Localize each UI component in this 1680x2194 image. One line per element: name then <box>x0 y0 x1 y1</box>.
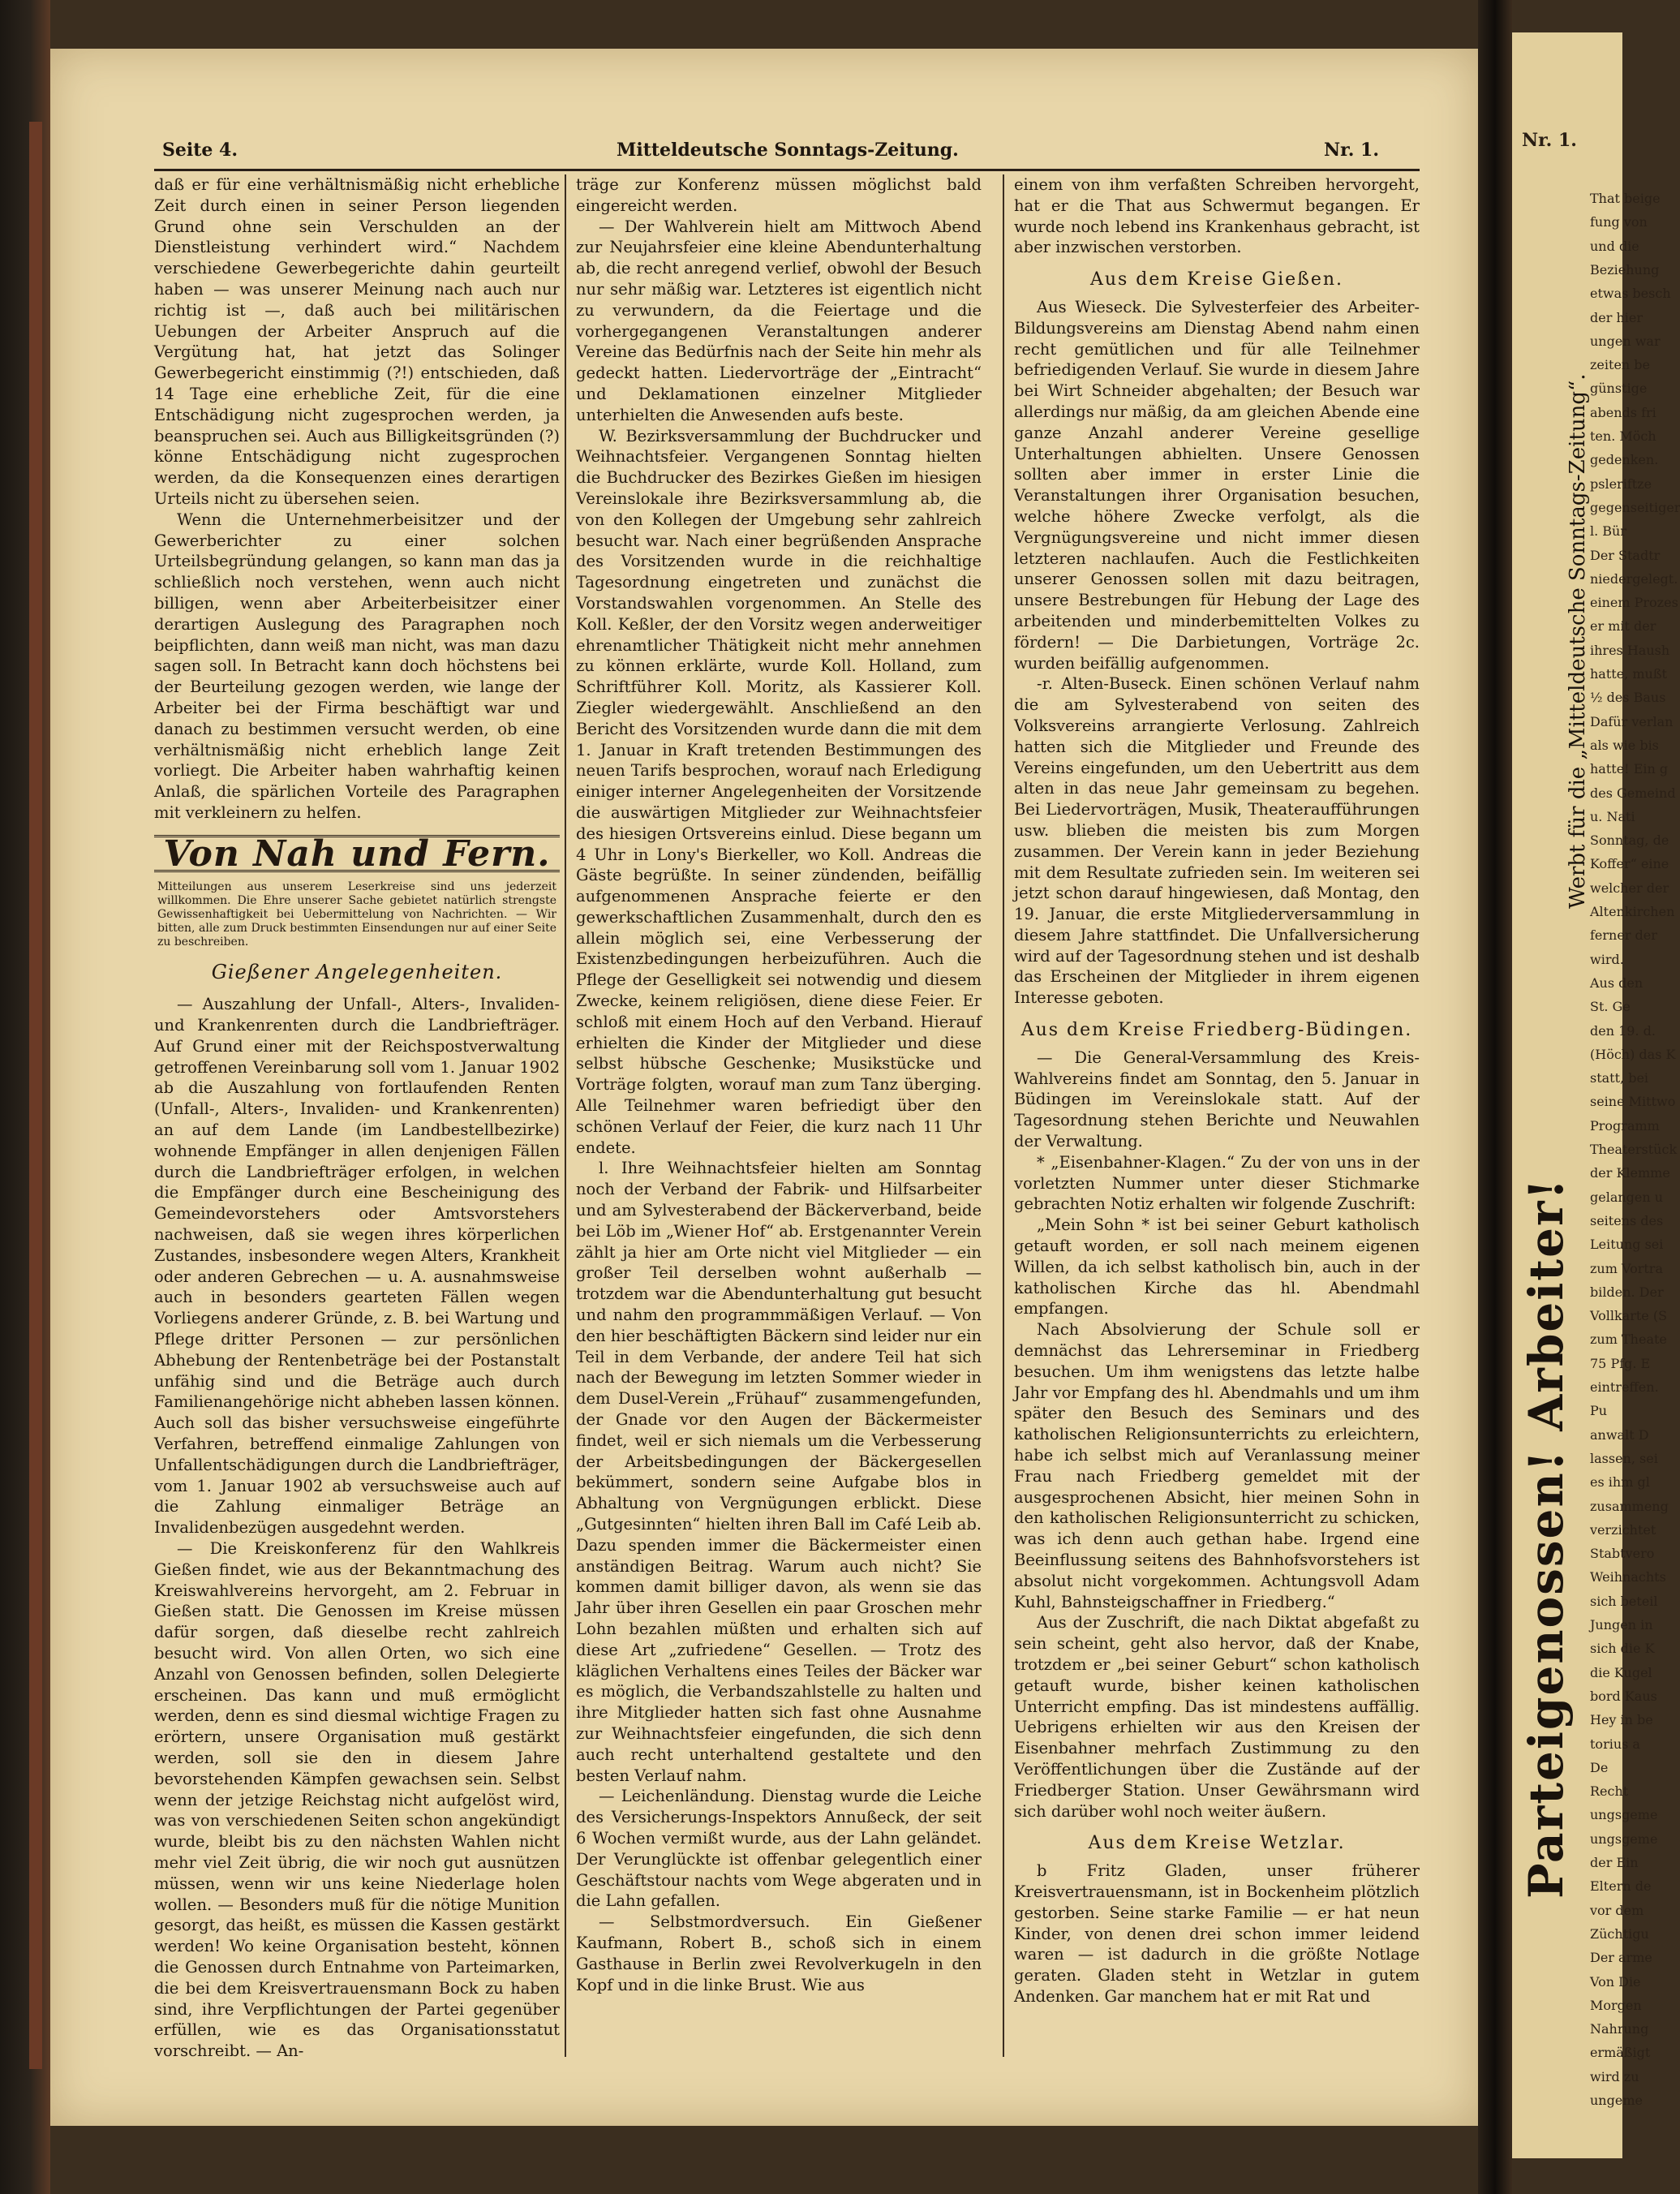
paragraph: — Der Wahlverein hielt am Mittwoch Abend zur Neujahrsfeier eine kleine Abendunterhaltung ab, die recht anregend verlief, obwohl der Besuch nur sehr mäßig war. Letzteres ist eigentlich nicht zu verwundern, da die Feiertage und die vorhergegangenen Veranstaltungen anderer Vereine das Bedürfnis nach der Seite hin mehr als gedeckt hatten. Liedervorträge der „Eintracht“ und Deklamationen einzelner Mitglieder unterhielten die Anwesenden aufs beste. <box>576 217 982 424</box>
column-2 <box>576 174 982 1995</box>
adjacent-page-line: seine Mittwo <box>1590 1094 1676 1110</box>
adjacent-page-line: Eltern de <box>1590 1878 1652 1895</box>
subsection-heading: Aus dem Kreise Wetzlar. <box>1088 1833 1346 1854</box>
adjacent-page-line: ½ des Baus <box>1590 690 1666 706</box>
adjacent-page-line: hatte! Ein g <box>1590 761 1669 777</box>
adjacent-page-line: psleriftze <box>1590 475 1652 492</box>
adjacent-page-line: Dafür verlan <box>1590 713 1674 729</box>
paragraph: b Fritz Gladen, unser früherer Kreisvertrauensmann, ist in Bockenheim plötzlich gestorben. Seine starke Familie — er hat neun Kinder, von denen drei schon immer leidend waren — ist dadurch in die größte Notlage geraten. Gladen steht in Wetzlar in gutem Andenken. Gar manchem hat er mit Rat und <box>1014 1861 1420 2006</box>
adjacent-page-line: Von Die <box>1590 1973 1641 1990</box>
adjacent-page-line: welcher der <box>1590 880 1669 896</box>
paragraph: — Die Kreiskonferenz für den Wahlkreis Gießen findet, wie aus der Bekanntmachung des Kreiswahlvereins hervorgeht, am 2. Februar in Gießen statt. Die Genossen im Kreise müssen dafür sorgen, daß dieselbe recht zahlreich besucht wird. Von allen Orten, wo sich eine Anzahl von Genossen befinden, sollen Delegierte erscheinen. Das kann und muß ermöglicht werden, denn es sind diesmal wichtige Fragen zu erörtern, unsere Organisation muß gestärkt werden, soll sie den in diesem Jahre bevorstehenden Kämpfen gewachsen sein. Selbst wenn der jetzige Reichstag nicht aufgelöst wird, was von verschiedenen Seiten schon angekündigt wurde, bleibt bis zu den nächsten Wahlen nicht mehr viel Zeit übrig, die wir noch gut ausnützen müssen, wenn wir uns keine Niederlage holen wollen. — Besonders muß für die nötige Munition gesorgt, das heißt, es müssen die Kassen gestärkt werden! Wo keine Organisation besteht, können die Genossen durch Entnahme von Parteimarken, die bei dem Kreisvertrauensmann Bock zu haben sind, ihre Verpflichtungen der Partei gegenüber erfüllen, wie es das Organisationsstatut vorschreibt. — An- <box>154 1539 560 2061</box>
adjacent-page-line: lassen, sei <box>1590 1450 1658 1466</box>
adjacent-page-number: Nr. 1. <box>1522 130 1577 151</box>
adjacent-page-line: eintreffen. <box>1590 1379 1659 1395</box>
adjacent-page-line: günstige <box>1590 381 1648 397</box>
paragraph: Aus der Zuschrift, die nach Diktat abgefaßt zu sein scheint, geht also hervor, daß der Knabe, trotzdem er „bei seiner Geburt“ schon katholisch getauft wurde, bisher keinen katholischen Unterricht empfing. Das ist mindestens auffällig. Uebrigens erhielten wir aus den Kreisen der Eisenbahner mehrfach Zustimmung zu den Veröffentlichungen über die Zustände auf der Friedberger Station. Unser Gewährsmann wird sich darüber wohl noch weiter äußern. <box>1014 1613 1420 1821</box>
adjacent-page-line: 75 Pfg. E <box>1590 1355 1651 1371</box>
adjacent-page-line: (Höch) das K <box>1590 1046 1676 1062</box>
adjacent-page-line: Sonntag, de <box>1590 832 1669 849</box>
book-gutter <box>1478 0 1512 2194</box>
paragraph: — Die General-Versammlung des Kreis-Wahlvereins findet am Sonntag, den 5. Januar in Büdingen im Vereinslokale statt. Auf der Tagesordnung stehen Berichte und Neuwahlen der Verwaltung. <box>1014 1048 1420 1151</box>
adjacent-page-line: Jungen in <box>1590 1617 1653 1633</box>
adjacent-page-line: anwalt D <box>1590 1426 1649 1443</box>
page-number: Seite 4. <box>162 140 238 161</box>
adjacent-page-line: zum Vortra <box>1590 1260 1663 1276</box>
adjacent-page-line: der Ein <box>1590 1855 1639 1870</box>
adjacent-page-line: Aus den <box>1590 974 1643 991</box>
adjacent-page-line: bord Kaus <box>1590 1688 1657 1704</box>
adjacent-page-line: Stabtvero <box>1590 1546 1655 1562</box>
adjacent-page-line: vor dem <box>1590 1902 1644 1918</box>
header-rule <box>154 169 1420 171</box>
page-header <box>114 140 1428 172</box>
newspaper-title: Mitteldeutsche Sonntags-Zeitung. <box>617 140 959 161</box>
adjacent-page-line: Der arme <box>1590 1950 1652 1966</box>
adjacent-page-line: zum Theate <box>1590 1331 1667 1348</box>
adjacent-page-line: Nahrung <box>1590 2021 1649 2037</box>
adjacent-page-line: Morgen <box>1590 1997 1642 2013</box>
adjacent-page-line: ungsgeme <box>1590 1830 1658 1847</box>
paragraph: — Auszahlung der Unfall-, Alters-, Invaliden- und Krankenrenten durch die Landbriefträger. Auf Grund einer mit der Reichspostverwaltung getroffenen Vereinbarung soll vom 1. Januar 1902 ab die Auszahlung von fortlaufenden Renten (Unfall-, Alters-, Invaliden- und Krankenrenten) an auf dem Lande (im Landbestellbezirke) wohnende Empfänger in allen denjenigen Fällen durch die Landbriefträger erfolgen, in welchen die Empfänger durch eine Bescheinigung des Gemeindevorstehers oder Amtsvorstehers nachweisen, daß sie wegen ihres körperlichen Zustandes, insbesondere wegen Alters, Krankheit oder anderen Gebrechen — u. A. ausnahmsweise auch in besonders gearteten Fällen wegen Vorliegens anderer Gründe, z. B. bei Wartung und Pflege dritter Personen — zur persönlichen Abhebung der Rentenbeträge bei der Postanstalt unfähig sind und die Beträge auch durch Familienangehörige nicht abheben lassen können. Auch soll das bisher versuchsweise eingeführte Verfahren, betreffend einmalige Zahlungen von Unfallentschädigungen durch die Landbriefträger, vom 1. Januar 1902 ab versuchsweise auch auf die Zahlung einmaliger Beträge an Invalidenbezügen ausgedehnt werden. <box>154 995 560 1538</box>
column-3 <box>1014 174 1420 2007</box>
paragraph: träge zur Konferenz müssen möglichst bald eingereicht werden. <box>576 175 982 215</box>
adjacent-page-line: Programm <box>1590 1117 1660 1134</box>
paragraph: l. Ihre Weihnachtsfeier hielten am Sonntag noch der Verband der Fabrik- und Hilfsarbeiter und am Sylvesterabend der Bäckerverband, beide bei Löb im „Wiener Hof“ ab. Erstgenannter Verein zählt ja hier am Orte nicht viel Mitglieder — ein großer Teil derselben wohnt außerhalb — trotzdem war die Abendunterhaltung gut besucht und nahm den programmmäßigen Verlauf. — Von den hier beschäftigten Bäckern sind leider nur ein Teil in dem Verbande, der andere Teil hat sich nach der Bewegung im letzten Sommer wieder in dem Dusel-Verein „Frühauf“ zusammengefunden, der Gnade vor den Augen der Bäckermeister findet, weil er sich niemals um die Verbesserung der Arbeitsbedingungen der Bäckergesellen bekümmert, sondern seine Aufgabe blos in Abhaltung von Vergnügungen erblickt. Diese „Gutgesinnten“ hielten ihren Ball im Café Leib ab. Dazu spenden immer die Bäckermeister einen anständigen Beitrag. Warum auch nicht? Sie kommen damit billiger davon, als wenn sie das Jahr über ihren Gesellen ein paar Groschen mehr Lohn bezahlen müßten und erhalten sich auf diese Art „zufriedene“ Gesellen. — Trotz des kläglichen Verhaltens eines Teiles der Bäcker war es möglich, die Verbandszahlstelle zu halten und ihre Mitglieder hatten sich fast ohne Ausnahme zur Weihnachtsfeier eingefunden, die sich denn auch recht unterhaltend gestaltete und den besten Verlauf nahm. <box>576 1159 982 1785</box>
adjacent-page-line: er mit der <box>1590 618 1656 635</box>
adjacent-page-line: ten. Möch <box>1590 428 1656 444</box>
adjacent-page-line: Pu <box>1590 1403 1608 1419</box>
adjacent-page-line: ungsgeme <box>1590 1807 1658 1823</box>
adjacent-page-line: ferner der <box>1590 927 1657 944</box>
adjacent-page-line: Vollkarte (S <box>1590 1308 1668 1324</box>
adjacent-page-line: und die <box>1590 238 1639 254</box>
adjacent-page-line: einem Prozes <box>1590 595 1678 611</box>
adjacent-page-line: den 19. d. <box>1590 1022 1656 1039</box>
adjacent-page-line: gegenseitiger <box>1590 499 1680 515</box>
adjacent-page-line: gelangen u <box>1590 1189 1664 1205</box>
adjacent-page-line: De <box>1590 1759 1609 1775</box>
adjacent-page-line: ungeme <box>1590 2093 1643 2108</box>
adjacent-page-line: etwas besch <box>1590 286 1671 302</box>
issue-number: Nr. 1. <box>1324 140 1379 161</box>
adjacent-page-line: u. Nati <box>1590 808 1635 824</box>
paragraph: — Leichenländung. Dienstag wurde die Leiche des Versicherungs-Inspektors Annußeck, der seit 6 Wochen vermißt wurde, aus der Lahn geländet. Der Verunglückte ist offenbar gelegentlich einer Geschäftstour nachts vom Wege abgeraten und in die Lahn gefallen. <box>576 1787 982 1911</box>
paragraph: einem von ihm verfaßten Schreiben hervorgeht, hat er die That aus Schwermut begangen. Er wurde noch lebend ins Krankenhaus gebracht, ist aber inzwischen verstorben. <box>1014 175 1420 257</box>
adjacent-page <box>1512 32 1680 2158</box>
adjacent-page-line: Züchtigu <box>1590 1925 1649 1942</box>
paragraph: Aus Wieseck. Die Sylvesterfeier des Arbeiter-Bildungsvereins am Dienstag Abend nahm einen recht gemütlichen und für alle Teilnehmer befriedigenden Verlauf. Sie wurde in diesem Jahre bei Wirt Schneider abgehalten; der Besuch war allerdings nur mäßig, da am gleichen Abende eine ganze Anzahl anderer Vereine gesellige Unterhaltungen abhielten. Unsere Genossen sollten aber immer in erster Linie die Veranstaltungen ihrer Organisation besuchen, welche höhere Zwecke verfolgt, als die Vergnügungsvereine und nicht immer diesen letzteren nachlaufen. Auch die Festlichkeiten unserer Genossen sollen mit dazu beitragen, unsere Bestrebungen für Hebung der Lage des arbeitenden und minderbemittelten Volkes zu fördern! — Die Darbietungen, Vorträge 2c. wurden beifällig aufgenommen. <box>1014 297 1420 673</box>
adjacent-page-line: ungen war <box>1590 333 1661 349</box>
adjacent-page-line: hatte, mußt <box>1590 666 1667 682</box>
adjacent-page-line: der hier <box>1590 309 1643 325</box>
adjacent-page-line: zeiten be <box>1590 357 1651 373</box>
binding-stripe <box>29 122 42 2069</box>
editorial-notice: Mitteilungen aus unserem Leserkreise sind uns jederzeit willkommen. Die Ehre unserer Sache gebietet natürlich strengste Gewissenhaftigkeit bei Uebermittelung von Nachrichten. — Wir bitten, alle zum Druck bestimmten Einsendungen nur auf einer Seite zu beschreiben. <box>157 880 556 949</box>
adjacent-page-line: niedergelegt. <box>1590 570 1678 587</box>
adjacent-page-line: wird. <box>1590 951 1624 967</box>
adjacent-page-line: statt, bei <box>1590 1070 1649 1086</box>
adjacent-page-line: Weihnachts <box>1590 1569 1666 1585</box>
adjacent-page-line: wird zu <box>1590 2068 1639 2084</box>
adjacent-page-line: die Kugel <box>1590 1664 1652 1680</box>
adjacent-page-line: bilden. Der <box>1590 1284 1664 1300</box>
paragraph: W. Bezirksversammlung der Buchdrucker und Weihnachtsfeier. Vergangenen Sonntag hielten die Buchdrucker des Bezirkes Gießen im hiesigen Vereinslokale ihre Bezirksversammlung ab, die von den Kollegen der Umgebung sehr zahlreich besucht war. Nach einer begrüßenden Ansprache des Vorsitzenden wurde in die reichhaltige Tagesordnung eingetreten und zunächst die Vorstandswahlen vorgenommen. An Stelle des Koll. Keßler, der den Vorsitz wegen anderweitiger ehrenamtlicher Thätigkeit nicht mehr annehmen zu können erklärte, wurde Koll. Holland, zum Schriftführer Koll. Moritz, als Kassierer Koll. Ziegler wiedergewählt. Anschließend an den Bericht des Vorsitzenden wurde dann die mit dem 1. Januar in Kraft tretenden Bestimmungen des neuen Tarifs besprochen, worauf nach Erledigung einiger interner Angelegenheiten der Vorsitzende die auswärtigen Mitglieder zur Weihnachtsfeier des hiesigen Ortsvereins einlud. Diese begann um 4 Uhr in Lony's Bierkeller, wo Koll. Andreas die Gäste begrüßte. In seiner zündenden, beifällig aufgenommenen Ansprache feierte er den gewerkschaftlichen Zusammenhalt, durch den es allein möglich sei, eine Verbesserung der Existenzbedingungen herbeizuführen. Auch die Pflege der Geselligkeit sei notwendig und diesem Zwecke, keinem religiösen, diene diese Feier. Er schloß mit einem Hoch auf den Verband. Hierauf erhielten die Kinder der Mitglieder und diese selbst hübsche Geschenke; Musikstücke und Vorträge folgten, worauf man zum Tanz überging. Alle Teilnehmer waren befriedigt über den schönen Verlauf der Feier, die kurz nach 11 Uhr endete. <box>576 426 982 1157</box>
vertical-banner: Parteigenossen! Arbeiter! <box>1519 1177 1574 1899</box>
adjacent-page-line: der Klemme <box>1590 1165 1670 1181</box>
adjacent-page-line: ihres Haush <box>1590 642 1670 658</box>
adjacent-page-line: Leitung sei <box>1590 1237 1664 1253</box>
paragraph: „Mein Sohn * ist bei seiner Geburt katholisch getauft worden, er soll nach meinem eigenen Willen, da ich selbst katholisch bin, auch in der katholischen Kirche das hl. Abendmahl empfangen. <box>1014 1215 1420 1319</box>
adjacent-page-line: Altenkirchen <box>1590 904 1675 919</box>
adjacent-page-line: abends fri <box>1590 404 1656 420</box>
adjacent-page-line: es ihm gl <box>1590 1474 1650 1491</box>
adjacent-page-line: zusammeng <box>1590 1498 1669 1514</box>
subsection-heading: Aus dem Kreise Friedberg-Büdingen. <box>1020 1020 1413 1041</box>
adjacent-page-line: seitens des <box>1590 1212 1664 1228</box>
adjacent-page-line: St. Ge <box>1590 999 1631 1015</box>
subsection-heading: Gießener Angelegenheiten. <box>211 960 503 983</box>
section-heading: Von Nah und Fern. <box>154 835 560 872</box>
adjacent-page-line: sich beteil <box>1590 1593 1658 1609</box>
adjacent-page-line: Koffer“ eine <box>1590 856 1669 872</box>
column-rule <box>1003 174 1004 2057</box>
adjacent-page-line: gedenken. <box>1590 452 1659 468</box>
adjacent-page-line: Hey in be <box>1590 1712 1653 1728</box>
subsection-heading: Aus dem Kreise Gießen. <box>1089 269 1344 290</box>
paragraph: -r. Alten-Buseck. Einen schönen Verlauf nahm die am Sylvesterabend von seiten des Volksvereins arrangierte Verlosung. Zahlreich hatten sich die Mitglieder und Freunde des Vereins eingefunden, um den Uebertritt aus dem alten in das neue Jahr gemeinsam zu begehen. Bei Liedervorträgen, Musik, Theateraufführungen usw. blieben die meisten bis zum Morgen zusammen. Der Verein kann in jeder Beziehung mit dem Resultate zufrieden sein. Im weiteren sei jetzt schon darauf hingewiesen, daß Montag, den 19. Januar, die erste Mitgliederversammlung in diesem Jahre stattfindet. Die Unfallversicherung wird auf der Tagesordnung stehen und ist deshalb das Erscheinen der Mitglieder in ihrem eigenen Interesse geboten. <box>1014 674 1420 1008</box>
adjacent-page-line: Theaterstück <box>1590 1142 1678 1157</box>
column-rule <box>565 174 566 2057</box>
paragraph: Nach Absolvierung der Schule soll er demnächst das Lehrerseminar in Friedberg besuchen. Um ihm wenigstens das letzte halbe Jahr vor Empfang des hl. Abendmahls und um ihm später den Besuch des Seminars und des katholischen Religionsunterrichts zu erleichtern, habe ich selbst mich auf Veranlassung meiner Frau nach Friedberg gemeldet mit der ausgesprochenen Absicht, hier meinen Sohn in den katholischen Religionsunterricht zu schicken, was ich denn auch gethan habe. Irgend eine Beeinflussung seitens des Bahnhofsvorstehers ist absolut nicht vorgekommen. Achtungsvoll Adam Kuhl, Bahnsteigschaffner in Friedberg.“ <box>1014 1320 1420 1611</box>
adjacent-page-line: Beziehung <box>1590 261 1660 277</box>
adjacent-page-line: That beige <box>1590 191 1661 206</box>
paragraph: — Selbstmordversuch. Ein Gießener Kaufmann, Robert B., schoß sich in einem Gasthause in Berlin zwei Revolverkugeln in den Kopf und in die linke Brust. Wie aus <box>576 1912 982 1994</box>
adjacent-page-line: Der Stadtr <box>1590 547 1661 563</box>
adjacent-page-line: fung von <box>1590 214 1648 230</box>
paragraph: * „Eisenbahner-Klagen.“ Zu der von uns in der vorletzten Nummer unter dieser Stichmarke gebrachten Notiz erhalten wir folgende Zuschrift: <box>1014 1152 1420 1214</box>
adjacent-page-line: sich die K <box>1590 1641 1655 1657</box>
vertical-banner-sub: Werbt für die „Mitteldeutsche Sonntags-Zeitung“. <box>1566 373 1590 909</box>
column-1 <box>154 174 560 2062</box>
paragraph: daß er für eine verhältnismäßig nicht erhebliche Zeit durch einen in seiner Person liegenden Grund ohne sein Verschulden an der Dienstleistung verhindert wird.“ Nachdem verschiedene Gewerbegerichte dahin geurteilt haben — was unserer Meinung nach auch nur richtig ist —, daß auch bei militärischen Uebungen der Arbeiter Anspruch auf die Vergütung hat, hat jetzt das Solinger Gewerbegericht einstimmig (?!) entschieden, daß 14 Tage eine erhebliche Zeit, für die eine Entschädigung nicht zugesprochen werden, ja beanspruchen sei. Auch aus Billigkeitsgründen (?) könne Entschädigung nicht zugesprochen werden, da die Konsequenzen eines derartigen Urteils nicht zu übersehen seien. <box>154 175 560 508</box>
book-binding <box>0 0 50 2194</box>
adjacent-page-line: verzichtet <box>1590 1521 1656 1538</box>
adjacent-page-line: ermäßigt <box>1590 2045 1651 2061</box>
adjacent-page-line: als wie bis <box>1590 737 1659 753</box>
adjacent-page-line: torius a <box>1590 1736 1640 1752</box>
adjacent-page-line: des Gemeind <box>1590 785 1676 801</box>
adjacent-page-line: l. Bür <box>1590 523 1626 540</box>
adjacent-page-line: Recht <box>1590 1783 1629 1800</box>
paragraph: Wenn die Unternehmerbeisitzer und der Gewerberichter zu einer solchen Urteilsbegründung gelangen, so kann man das ja schließlich noch verstehen, wenn auch nicht billigen, wenn aber Arbeiterbeisitzer einer derartigen Auslegung des Paragraphen noch beipflichten, dann weiß man nicht, was man dazu sagen soll. In Betracht kann doch höchstens bei der Beurteilung gezogen werden, wie lange der Arbeiter bei der Firma beschäftigt war und danach zu bestimmen versucht werden, ob eine verhältnismäßig nicht erheblich lange Zeit vorliegt. Die Arbeiter haben wahrhaftig keinen Anlaß, die spärlichen Vorteile des Paragraphen mit verkleinern zu helfen. <box>154 510 560 822</box>
